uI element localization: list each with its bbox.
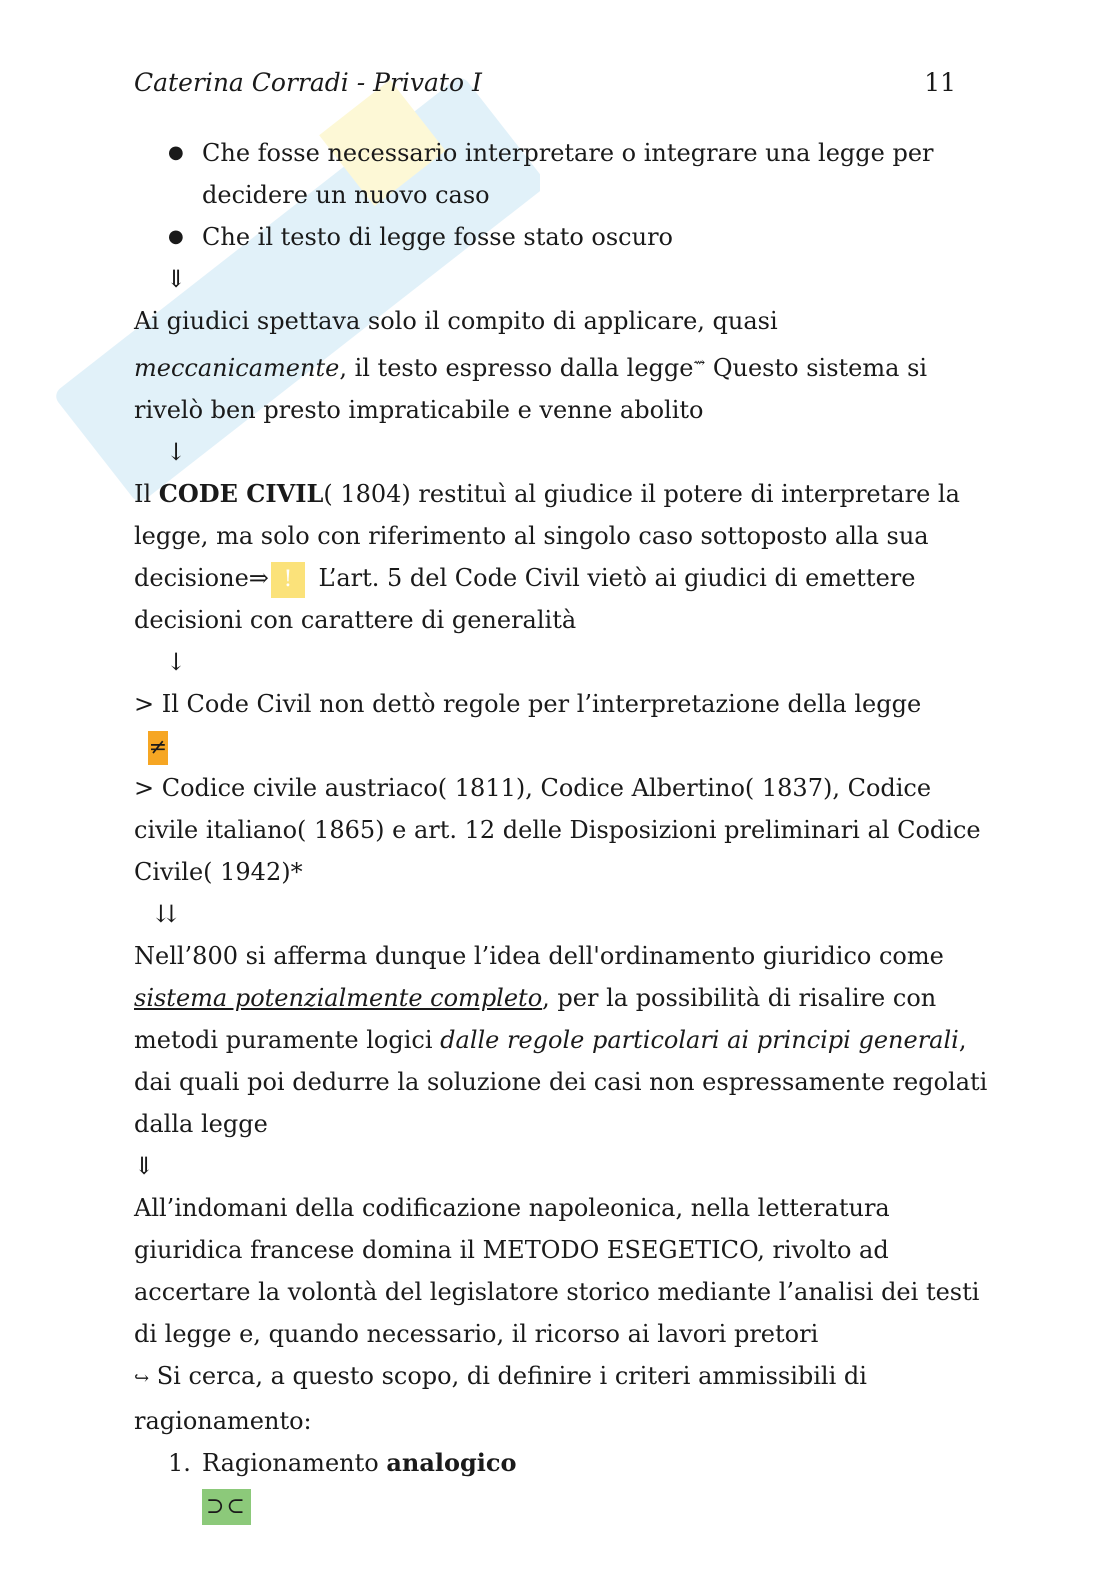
bold-text: CODE CIVIL — [158, 479, 324, 508]
paragraph-code-civil: Il CODE CIVIL( 1804) restituì al giudice il potere di interpretare la legge, ma solo con riferimento al singolo caso sottoposto alla sua decisione⇒ ! L’art. 5 del Code Civil vietò ai giudici di emettere decisioni con carattere di generalità — [134, 479, 960, 634]
warning-highlight-icon: ! — [271, 562, 305, 598]
implies-arrow-icon: ⇒ — [248, 564, 269, 592]
squiggle-arrow-icon: ⇝ — [693, 355, 706, 371]
paragraph-judges: Ai giudici spettava solo il compito di applicare, quasi meccanicamente, il testo espresso dalla legge⇝ Questo sistema si rivelò ben presto impraticabile e venne abolito — [134, 307, 928, 424]
double-down-arrow-icon: ⇓ — [166, 265, 187, 293]
bullet-item: ● Che fosse necessario interpretare o integrare una legge per decidere un nuovo caso — [134, 132, 994, 216]
paragraph-no-rules: > Il Code Civil non dettò regole per l’interpretazione della legge — [134, 690, 922, 718]
paragraph-exegetic: All’indomani della codificazione napoleonica, nella letteratura giuridica francese domina il METODO ESEGETICO, rivolto ad accertare la volontà del legislatore storico mediante l’analisi dei testi di legge e, quando necessario, il ricorso ai lavori pretori — [134, 1194, 980, 1348]
double-down-arrow-icon: ⇓ — [134, 1152, 155, 1180]
superset-subset-highlight-icon: ⊃⊂ — [202, 1489, 251, 1525]
bold-text: analogico — [386, 1448, 517, 1477]
page-body — [134, 132, 994, 1526]
paragraph-system: Nell’800 si afferma dunque l’idea dell'ordinamento giuridico come sistema potenzialmente completo, per la possibilità di risalire con metodi puramente logici dalle regole particolari ai principi generali, dai quali poi dedurre la soluzione dei casi non espressamente regolati dalla legge — [134, 942, 988, 1138]
down-arrow-icon: ↓ — [166, 648, 187, 676]
paragraph-codes: > Codice civile austriaco( 1811), Codice Albertino( 1837), Codice civile italiano( 1865) e art. 12 delle Disposizioni preliminari al Codice Civile( 1942)* — [134, 774, 981, 886]
double-down-arrows-icon: ⇊ — [156, 900, 177, 928]
paragraph-criteria: ↪ Si cerca, a questo scopo, di definire i criteri ammissibili di ragionamento: — [134, 1362, 867, 1435]
not-equal-highlight-icon: ≠ — [148, 731, 168, 765]
bullet-item: ● Che il testo di legge fosse stato oscuro — [134, 216, 994, 258]
page-number: 11 — [924, 68, 956, 97]
emphasis-text: meccanicamente — [134, 354, 340, 382]
hook-arrow-icon: ↪ — [134, 1368, 150, 1389]
underlined-emphasis-text: sistema potenzialmente completo — [134, 984, 543, 1012]
emphasis-text: dalle regole particolari ai principi generali — [440, 1026, 959, 1054]
numbered-item: 1. Ragionamento analogico — [168, 1448, 517, 1477]
document-title: Caterina Corradi - Privato I — [134, 68, 482, 97]
page-header — [134, 68, 956, 108]
down-arrow-icon: ↓ — [166, 438, 187, 466]
